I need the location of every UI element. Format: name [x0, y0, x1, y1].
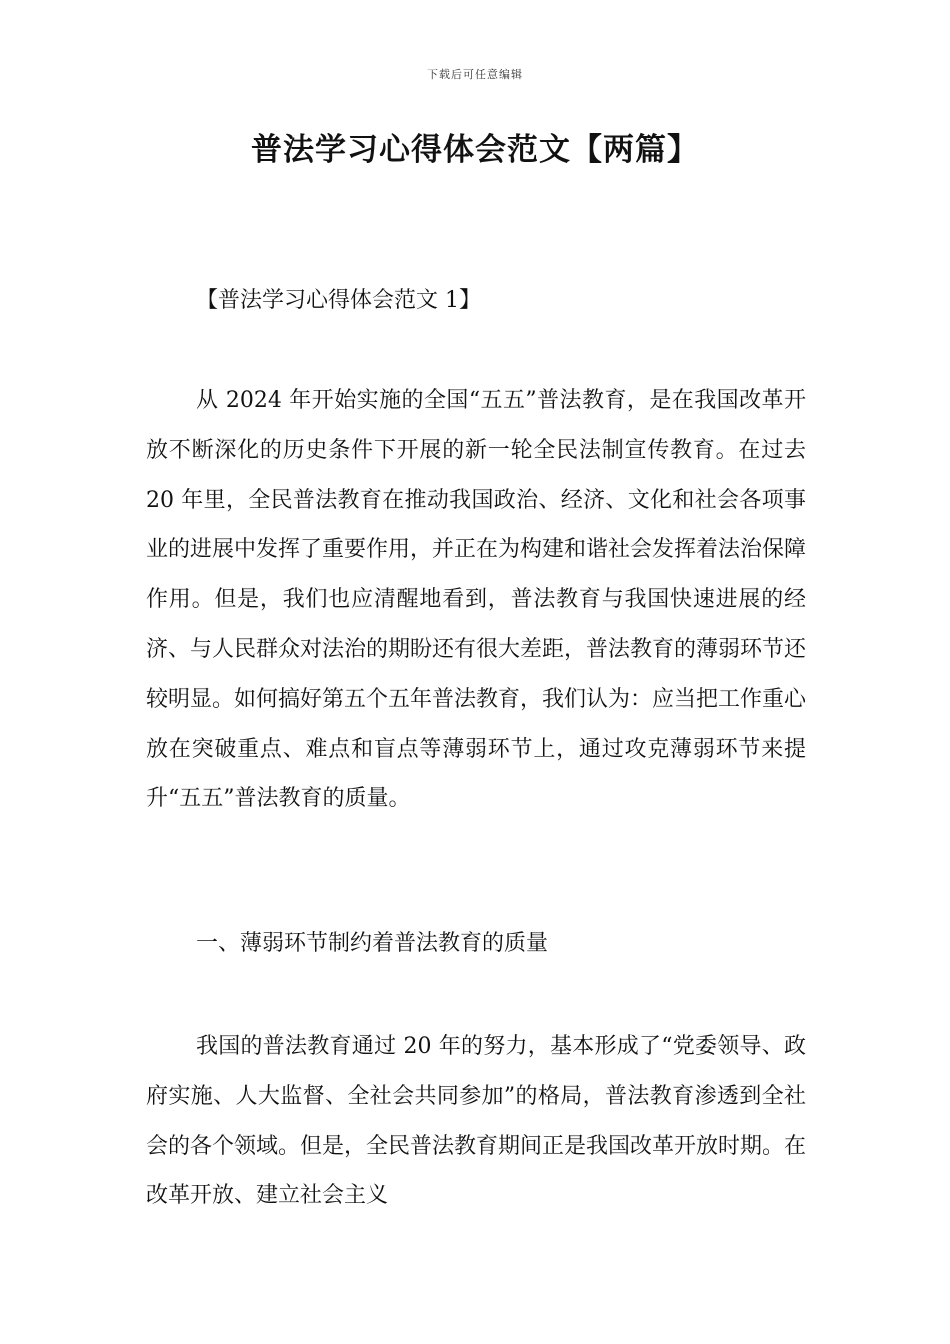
body-paragraph-1: 从 2024 年开始实施的全国“五五”普法教育，是在我国改革开放不断深化的历史条件下开展的新一轮全民法制宣传教育。在过去 20 年里，全民普法教育在推动我国政治、经济、文化和社会各项事业的进展中发挥了重要作用，并正在为构建和谐社会发挥着法治保障作用。但是，我们也应清醒地看到，普法教育与我国快速进展的经济、与人民群众对法治的期盼还有很大差距，普法教育的薄弱环节还较明显。如何搞好第五个五年普法教育，我们认为：应当把工作重心放在突破重点、难点和盲点等薄弱环节上，通过攻克薄弱环节来提升“五五”普法教育的质量。: [146, 388, 807, 812]
document-title: 普法学习心得体会范文【两篇】: [251, 132, 699, 168]
body-paragraph-2: 我国的普法教育通过 20 年的努力，基本形成了“党委领导、政府实施、人大监督、全社会共同参加”的格局，普法教育渗透到全社会的各个领域。但是，全民普法教育期间正是我国改革开放时期。在改革开放、建立社会主义: [146, 1034, 807, 1209]
section-heading: 【普法学习心得体会范文 1】: [196, 288, 481, 313]
header-note: 下载后可任意编辑: [427, 68, 523, 81]
sub-heading-1: 一、薄弱环节制约着普法教育的质量: [196, 931, 549, 956]
